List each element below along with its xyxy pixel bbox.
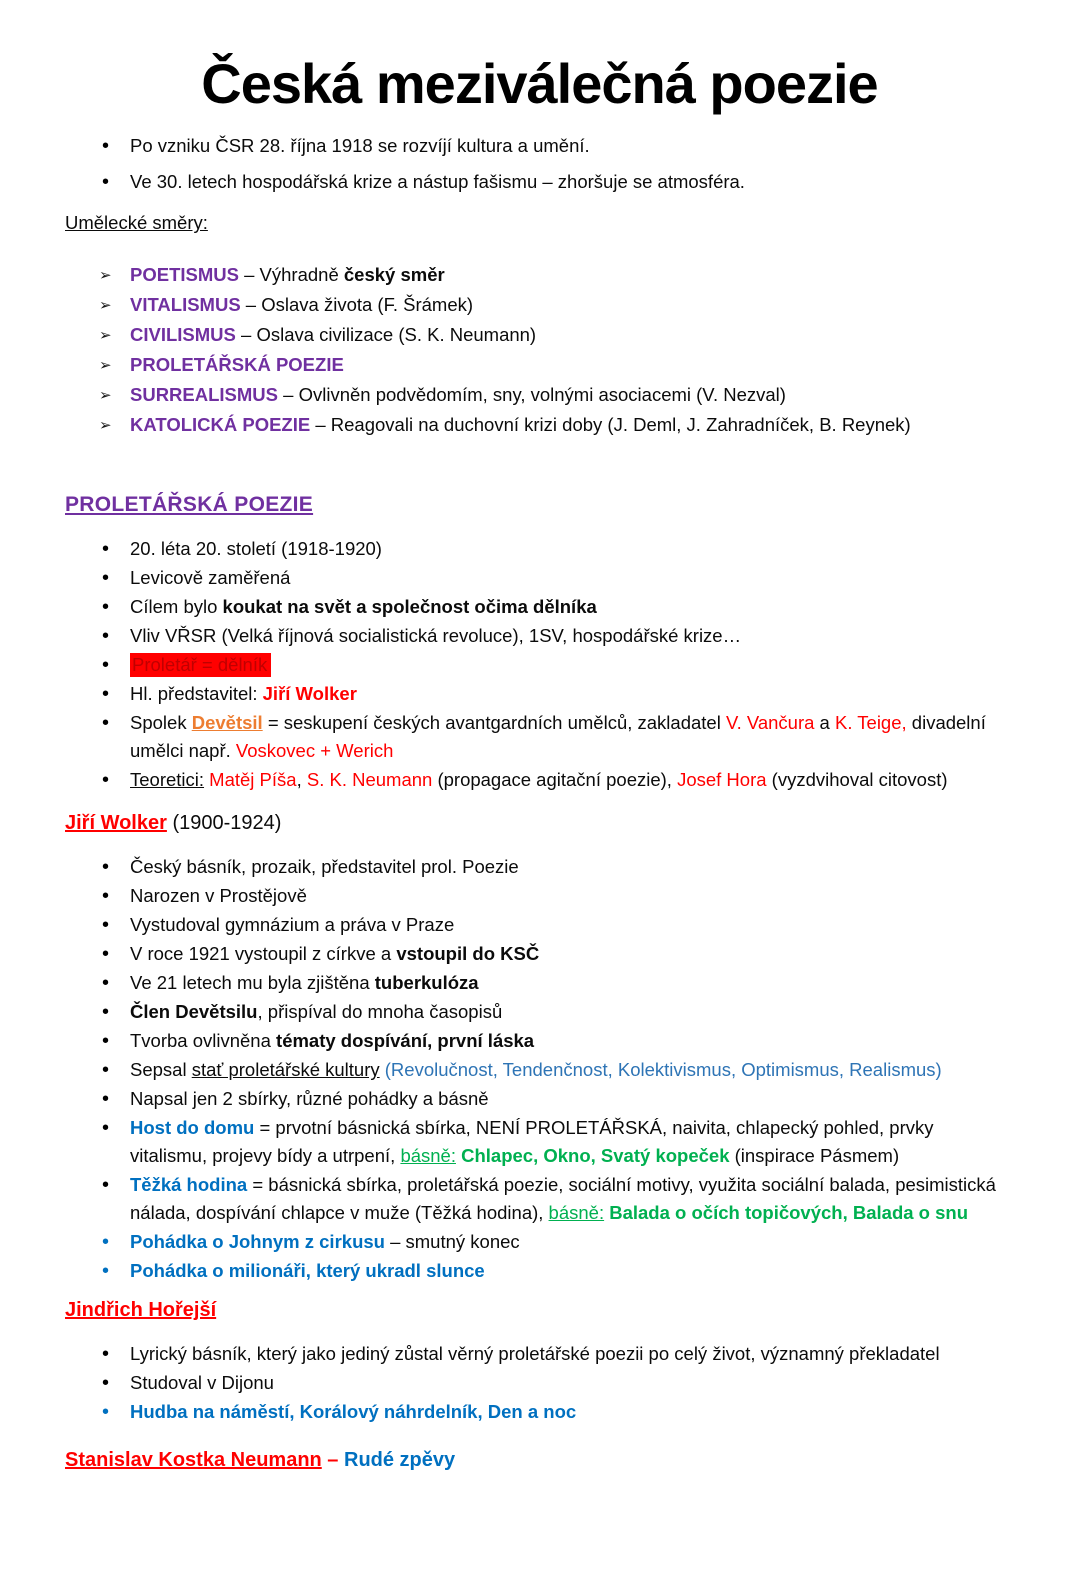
text-segment: Lyrický básník, který jako jediný zůstal věrný proletářské poezii po celý život, významný překladatel (130, 1343, 940, 1365)
text-segment: Devětsil (191, 712, 263, 734)
list-item (65, 998, 1014, 1026)
text-segment: Jindřich Hořejší (65, 1299, 217, 1322)
text-segment: , přispíval do mnoha časopisů (257, 1001, 503, 1023)
text-segment: – Výhradně (238, 264, 344, 286)
text-segment: Český básník, prozaik, představitel prol. Poezie (130, 856, 519, 878)
text-segment: – Reagovali na duchovní krizi doby (J. Deml, J. Zahradníček, B. Reynek) (310, 414, 911, 436)
text-segment: Člen Devětsilu (130, 1001, 258, 1023)
list-item (65, 1085, 1014, 1113)
list-item (65, 1257, 1014, 1285)
text-segment: KATOLICKÁ POEZIE (130, 414, 311, 436)
list-item (65, 911, 1014, 939)
list-item (65, 1369, 1014, 1397)
document-page (0, 52, 1080, 1579)
text-segment: (inspirace Pásmem) (729, 1145, 900, 1167)
text-segment: Po vzniku ČSR 28. října 1918 se rozvíjí kultura a umění. (130, 135, 590, 157)
list-item (65, 351, 1014, 379)
text-segment: – Oslava života (F. Šrámek) (240, 294, 474, 316)
text-segment: Host do domu (130, 1117, 255, 1139)
art-movements-list (65, 261, 1014, 439)
list-item (65, 381, 1014, 409)
text-segment: = prvotní básnická sbírka, NENÍ PROLETÁŘSKÁ, naivita, chlapecký pohled, prvky vitalismu, projevy bídy a utrpení, (130, 1117, 939, 1167)
text-segment: Proletář = dělník (130, 653, 271, 677)
text-segment: (1900-1924) (166, 812, 282, 835)
list-item (65, 411, 1014, 439)
text-segment: vstoupil do KSČ (396, 943, 540, 965)
text-segment: Jiří Wolker (262, 683, 357, 705)
text-segment: Spolek (130, 712, 192, 734)
text-segment: Ve 30. letech hospodářská krize a nástup fašismu – zhoršuje se atmosféra. (130, 171, 745, 193)
text-segment: Cílem bylo (130, 596, 223, 618)
list-item (65, 321, 1014, 349)
list-item (65, 651, 1014, 679)
intro-bullet-list (65, 132, 1014, 196)
text-segment: Hudba na náměstí, Korálový náhrdelník, Den a noc (130, 1401, 577, 1423)
text-segment: (propagace agitační poezie), (432, 769, 678, 791)
list-item (65, 680, 1014, 708)
text-segment: CIVILISMUS (130, 324, 236, 346)
document-title: Česká meziválečná poezie (201, 52, 878, 115)
text-segment: básně: (548, 1202, 605, 1224)
author-heading-jiri-wolker (65, 809, 1014, 837)
text-segment: Balada o očích topičových, Balada o snu (609, 1202, 969, 1224)
text-segment: Voskovec + Werich (235, 740, 394, 762)
text-segment: Ve 21 letech mu byla zjištěna (130, 972, 375, 994)
text-segment: Tvorba ovlivněna (130, 1030, 277, 1052)
text-segment: Sepsal (130, 1059, 192, 1081)
list-item (65, 853, 1014, 881)
list-item (65, 882, 1014, 910)
text-segment: SURREALISMUS (130, 384, 279, 406)
text-segment: Narozen v Prostějově (130, 885, 307, 907)
text-segment: divadelní umělci např. (130, 712, 991, 762)
text-segment: český směr (343, 264, 445, 286)
text-segment: Hl. představitel: (130, 683, 263, 705)
list-item (65, 766, 1014, 794)
text-segment: = seskupení českých avantgardních umělců, zakladatel (262, 712, 726, 734)
list-item (65, 1340, 1014, 1368)
text-segment: K. Teige, (835, 712, 907, 734)
text-segment: 20. léta 20. století (1918-1920) (130, 538, 382, 560)
text-segment: tématy dospívání, první láska (276, 1030, 535, 1052)
text-segment: – Ovlivněn podvědomím, sny, volnými asociacemi (V. Nezval) (278, 384, 786, 406)
list-item (65, 1056, 1014, 1084)
wolker-bullet-list (65, 853, 1014, 1285)
text-segment: Těžká hodina (130, 1174, 248, 1196)
text-segment: Pohádka o Johnym z cirkusu (130, 1231, 385, 1253)
text-segment: V. Vančura (725, 712, 815, 734)
proletarska-bullet-list (65, 535, 1014, 794)
text-segment: (vyzdvihoval citovost) (766, 769, 948, 791)
text-segment: PROLETÁŘSKÁ POEZIE (130, 354, 344, 376)
text-segment: Chlapec, Okno, Svatý kopeček (461, 1145, 730, 1167)
list-item (65, 940, 1014, 968)
text-segment: S. K. Neumann (306, 769, 433, 791)
text-segment: Studoval v Dijonu (130, 1372, 274, 1394)
text-segment: Rudé zpěvy (344, 1449, 456, 1472)
text-segment: Stanislav Kostka Neumann (65, 1449, 322, 1472)
list-item (65, 593, 1014, 621)
list-item (65, 1027, 1014, 1055)
text-segment: Levicově zaměřená (130, 567, 291, 589)
list-item (65, 1228, 1014, 1256)
list-item (65, 168, 1014, 196)
text-segment: Pohádka o milionáři, který ukradl slunce (130, 1260, 485, 1282)
text-segment: stať proletářské kultury (191, 1059, 380, 1081)
text-segment: (Revolučnost, Tendenčnost, Kolektivismus, Optimismus, Realismus) (384, 1059, 942, 1081)
text-segment: Vystudoval gymnázium a práva v Praze (130, 914, 455, 936)
list-item (65, 1398, 1014, 1426)
list-item (65, 535, 1014, 563)
text-segment: = básnická sbírka, proletářská poezie, sociální motivy, využita sociální balada, pesimistická nálada, dospívání chlapce v muže (Těžká hodina), (130, 1174, 1002, 1224)
text-segment: Vliv VŘSR (Velká říjnová socialistická revoluce), 1SV, hospodářské krize… (130, 625, 742, 647)
list-item (65, 1114, 1014, 1170)
author-heading-jindrich-horejsi (65, 1296, 1014, 1324)
list-item (65, 1171, 1014, 1227)
text-segment: koukat na svět a společnost očima dělníka (222, 596, 597, 618)
text-segment: , (296, 769, 307, 791)
list-item (65, 564, 1014, 592)
list-item (65, 969, 1014, 997)
text-segment: Jiří Wolker (65, 812, 167, 835)
text-segment: – smutný konec (384, 1231, 520, 1253)
art-movements-heading: Umělecké směry: (65, 212, 208, 234)
text-segment: Matěj Píša (209, 769, 297, 791)
list-item (65, 709, 1014, 765)
section-heading-proletarska-poezie: PROLETÁŘSKÁ POEZIE (65, 493, 314, 517)
text-segment: básně: (400, 1145, 456, 1167)
list-item (65, 132, 1014, 160)
list-item (65, 261, 1014, 289)
text-segment: – (321, 1449, 344, 1472)
author-heading-stanislav-kostka-neumann (65, 1446, 1014, 1474)
text-segment: V roce 1921 vystoupil z církve a (130, 943, 397, 965)
text-segment: Josef Hora (677, 769, 767, 791)
list-item (65, 622, 1014, 650)
text-segment: Napsal jen 2 sbírky, různé pohádky a básně (130, 1088, 489, 1110)
text-segment: – Oslava civilizace (S. K. Neumann) (235, 324, 537, 346)
text-segment: tuberkulóza (374, 972, 479, 994)
text-segment: POETISMUS (130, 264, 239, 286)
horejsi-bullet-list (65, 1340, 1014, 1426)
text-segment: Teoretici: (130, 769, 205, 791)
text-segment: a (814, 712, 835, 734)
list-item (65, 291, 1014, 319)
text-segment: VITALISMUS (130, 294, 241, 316)
